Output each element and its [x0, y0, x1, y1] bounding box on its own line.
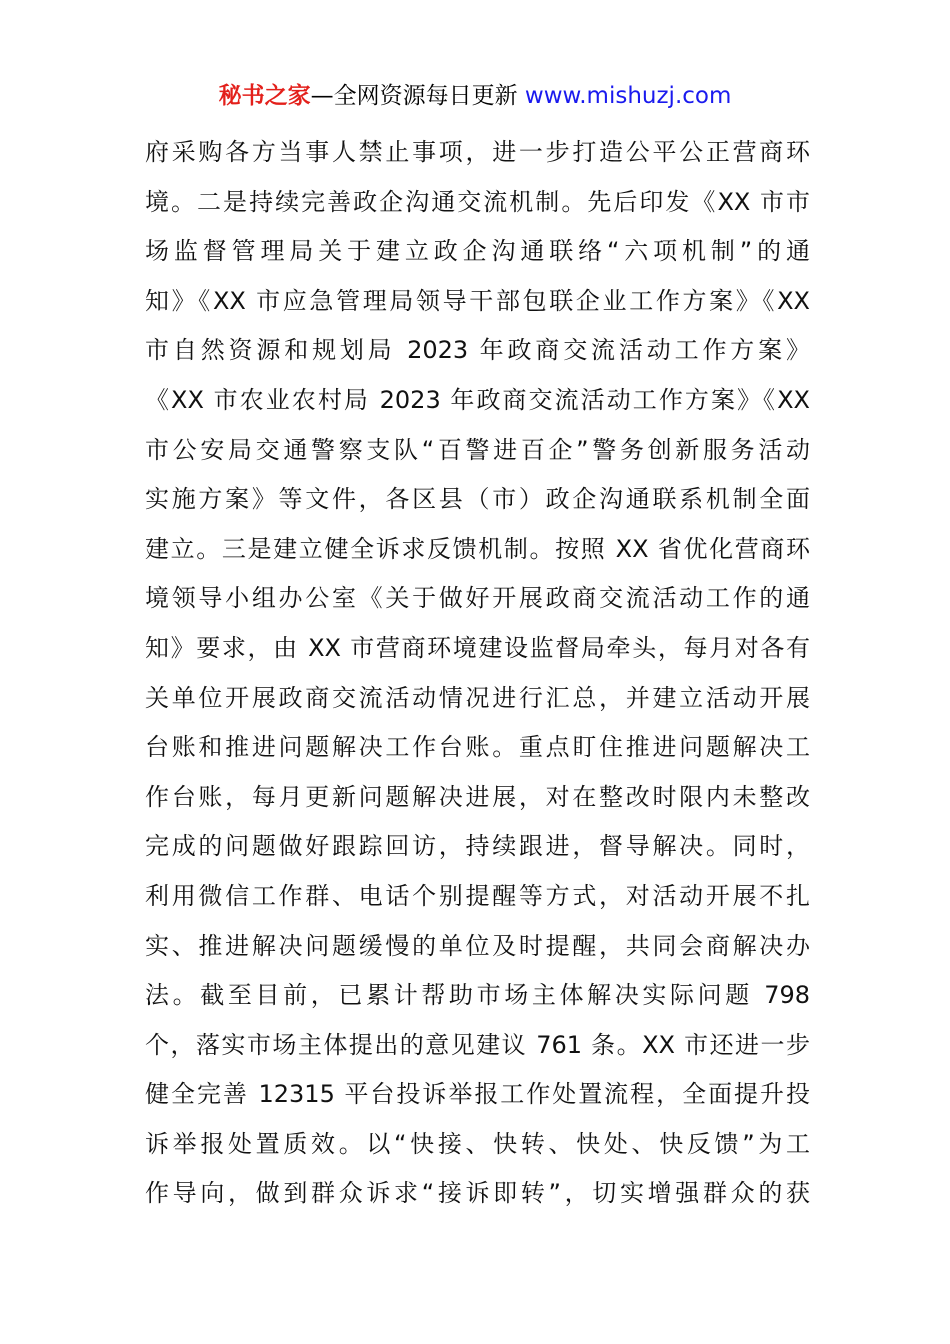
text-line: 知》要求，由 XX 市营商环境建设监督局牵头，每月对各有: [145, 633, 810, 662]
text-line: 实、推进解决问题缓慢的单位及时提醒，共同会商解决办: [145, 931, 810, 960]
site-tagline: —全网资源每日更新: [310, 83, 525, 109]
document-body: [145, 128, 810, 1219]
text-line: 诉举报处置质效。以“快接、快转、快处、快反馈”为工: [145, 1129, 810, 1158]
text-line: 市公安局交通警察支队“百警进百企”警务创新服务活动: [145, 435, 810, 464]
text-line: 健全完善 12315 平台投诉举报工作处置流程，全面提升投: [145, 1080, 810, 1109]
site-header: [0, 80, 950, 112]
text-line: 市自然资源和规划局 2023 年政商交流活动工作方案》: [145, 336, 810, 365]
text-line: 建立。三是建立健全诉求反馈机制。按照 XX 省优化营商环: [145, 534, 810, 563]
text-line: 利用微信工作群、电话个别提醒等方式，对活动开展不扎: [145, 881, 810, 910]
text-line: 台账和推进问题解决工作台账。重点盯住推进问题解决工: [145, 733, 810, 762]
text-line: 境领导小组办公室《关于做好开展政商交流活动工作的通: [145, 584, 810, 613]
text-line: 《XX 市农业农村局 2023 年政商交流活动工作方案》《XX: [145, 385, 810, 414]
site-brand: 秘书之家: [218, 83, 311, 109]
text-line: 知》《XX 市应急管理局领导干部包联企业工作方案》《XX: [145, 286, 810, 315]
text-line: 场监督管理局关于建立政企沟通联络“六项机制”的通: [145, 237, 810, 266]
text-line: 法。截至目前，已累计帮助市场主体解决实际问题 798: [145, 981, 810, 1010]
text-line: 实施方案》等文件，各区县（市）政企沟通联系机制全面: [145, 485, 810, 514]
text-line: 作导向，做到群众诉求“接诉即转”，切实增强群众的获: [145, 1179, 810, 1208]
text-line: 境。二是持续完善政企沟通交流机制。先后印发《XX 市市: [145, 187, 810, 216]
text-line: 府采购各方当事人禁止事项，进一步打造公平公正营商环: [145, 138, 810, 166]
site-url-link[interactable]: www.mishuzj.com: [524, 83, 732, 109]
text-line: 完成的问题做好跟踪回访，持续跟进，督导解决。同时，: [145, 832, 810, 861]
text-line: 作台账，每月更新问题解决进展，对在整改时限内未整改: [145, 782, 810, 811]
text-line: 关单位开展政商交流活动情况进行汇总，并建立活动开展: [145, 683, 810, 712]
text-line: 个，落实市场主体提出的意见建议 761 条。XX 市还进一步: [145, 1030, 810, 1059]
